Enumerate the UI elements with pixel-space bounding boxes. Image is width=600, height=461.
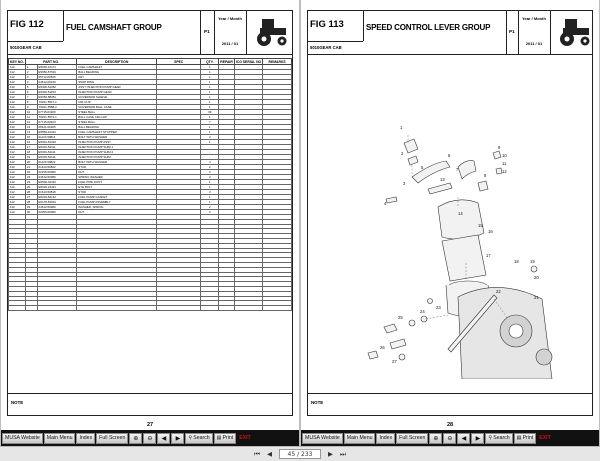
cell-description: FUEL PUMP ASSEMBLY [77, 200, 157, 205]
cell-description: STUD [77, 165, 157, 170]
col-spec: SPEC [157, 59, 201, 65]
col-part-no: PART NO. [25, 59, 76, 65]
cell-part-no: E5301-52111 [37, 150, 77, 155]
print-button[interactable] [514, 433, 537, 444]
cell-part-no: E6178-52001 [37, 200, 77, 205]
cell-part-no: 01123-50814 [37, 135, 77, 140]
cell-qty: 1 [201, 65, 219, 70]
cell-description: BALL CASE CIR-CLIP [77, 115, 157, 120]
cell-index: 21 [25, 165, 37, 170]
cell-description: GOVERNOR BALL CASE [77, 105, 157, 110]
cell-qty: 1 [201, 140, 219, 145]
cell-key: 112 [9, 125, 26, 130]
col-repair: REPAIR [220, 59, 233, 64]
callout-number: 21 [534, 295, 539, 300]
print-label: Print [522, 435, 534, 441]
callout-number: 12 [502, 169, 507, 174]
cell-key: 112 [9, 105, 26, 110]
cell-description: FUEL CAMSHAFT STOPPER [77, 130, 157, 135]
cell-part-no: 04512-50080 [37, 205, 77, 210]
cell-key: 112 [9, 80, 26, 85]
cell-key: 112 [9, 205, 26, 210]
cell-qty: 1 [201, 200, 219, 205]
cell-qty: 1 [201, 70, 219, 75]
callout-number: 19 [530, 259, 535, 264]
main-menu-button[interactable]: Main Menu [344, 433, 376, 444]
search-label: Search [193, 435, 210, 441]
col-key-no: KEY NO. [10, 59, 24, 64]
callout-number: 26 [380, 345, 385, 350]
cell-qty: 1 [201, 90, 219, 95]
cell-part-no: T6221-5547-1 [37, 100, 77, 105]
cell-part-no: E5850-16321 [37, 130, 77, 135]
cell-description: CIR-CLIP [77, 100, 157, 105]
callout-number: 24 [420, 309, 425, 314]
cell-key: 112 [9, 135, 26, 140]
cell-key: 112 [9, 120, 26, 125]
callout-number: 17 [486, 253, 491, 258]
cell-qty: 1 [201, 125, 219, 130]
cell-qty [201, 306, 219, 311]
search-button[interactable] [485, 433, 512, 444]
callout-number: 5 [421, 165, 424, 170]
cell-index: 13 [25, 125, 37, 130]
search-button[interactable] [185, 433, 212, 444]
zoom-out-icon[interactable]: ⊖ [443, 433, 456, 444]
cell-qty: 1 [201, 95, 219, 100]
cell-description: INJECTION PUMP ASSY [77, 140, 157, 145]
cell-index: 5 [25, 85, 37, 90]
cell-part-no: T6221-5588-2 [37, 105, 77, 110]
callout-number: 18 [514, 259, 519, 264]
cell-key: 112 [9, 85, 26, 90]
cell-index: 24 [25, 180, 37, 185]
cell-part-no: 01613-50818 [37, 190, 77, 195]
callout-number: 14 [458, 211, 463, 216]
cell-part-no: E6050-88451 [37, 95, 77, 100]
callout-number: 25 [398, 315, 403, 320]
last-page-icon[interactable]: ⏭ [340, 449, 346, 458]
print-label: Print [222, 435, 234, 441]
cell-description: INJECTION PUMP GEAR [77, 90, 157, 95]
left-page [1, 0, 299, 430]
cell-qty: 2 [201, 165, 219, 170]
cell-description: NUT [77, 210, 157, 215]
page-number: 28 [446, 422, 454, 428]
cell-qty: - [201, 145, 219, 150]
cell-index: 25 [25, 185, 37, 190]
cell-description: BALL BEARING [77, 70, 157, 75]
cell-key: 112 [9, 90, 26, 95]
cell-index: 2 [25, 70, 37, 75]
cell-index [25, 306, 37, 311]
cell-index: 22 [25, 170, 37, 175]
cell-key: 112 [9, 160, 26, 165]
cell-description: FUEL PUMP GASKET [77, 195, 157, 200]
cell-part-no: E6500-42412 [37, 180, 77, 185]
cell-description: STEEL BALL [77, 110, 157, 115]
callout-number: 13 [440, 177, 445, 182]
cell-repair [219, 306, 235, 311]
callout-number: 7 [456, 167, 459, 172]
cell-key: 112 [9, 180, 26, 185]
main-menu-button[interactable]: Main Menu [44, 433, 76, 444]
cell-description: INJECTION PUMP SHIM 2 [77, 150, 157, 155]
cell-index: 23 [25, 175, 37, 180]
zoom-in-icon[interactable]: ⊕ [129, 433, 142, 444]
cell-part-no: 02156-50080 [37, 170, 77, 175]
col-description: DESCRIPTION [77, 59, 157, 65]
cell-qty: 4 [201, 160, 219, 165]
printer-icon: ▤ [516, 435, 522, 441]
cell-index: 1 [25, 65, 37, 70]
cell-index: 3 [25, 75, 37, 80]
page-header [8, 11, 292, 55]
cell-key: 112 [9, 150, 26, 155]
cell-description: STEEL BALL [77, 120, 157, 125]
prev-icon[interactable]: ◀ [457, 433, 470, 444]
cell-qty: 1 [201, 85, 219, 90]
cell-qty: 1 [201, 180, 219, 185]
cell-qty: 39 [201, 110, 219, 115]
cell-description: EYE BOLT [77, 185, 157, 190]
cell-part-no: 05712-00525 [37, 75, 77, 80]
callout-number: 8 [484, 173, 487, 178]
zoom-in-icon[interactable]: ⊕ [429, 433, 442, 444]
callout-number: 2 [401, 151, 404, 156]
page-frame [7, 10, 293, 416]
print-button[interactable] [214, 433, 237, 444]
cell-key: 112 [9, 165, 26, 170]
page-number-field[interactable]: 45 / 233 [279, 449, 321, 459]
cell-key: 112 [9, 145, 26, 150]
callout-number: 4 [384, 201, 387, 206]
printer-icon: ▤ [216, 435, 222, 441]
cell-key: 112 [9, 115, 26, 120]
callout-number: 1 [400, 125, 403, 130]
col-qty: QTY. [201, 59, 219, 65]
navigation-toolbar-left [1, 430, 299, 446]
cell-description: BOLT WITH WASHER [77, 160, 157, 165]
cell-part-no: E5303-52111 [37, 155, 77, 160]
cell-index: 17 [25, 145, 37, 150]
p1-label: P1 [509, 29, 515, 34]
navigation-toolbar-right [301, 430, 599, 446]
callout-number: 27 [392, 359, 397, 364]
cell-qty: 2 [201, 170, 219, 175]
cell-description: FUEL CAMSHAFT [77, 65, 157, 70]
musa-website-button[interactable]: MUSA Website [2, 433, 43, 444]
cell-key: 112 [9, 95, 26, 100]
cell-key: 112 [9, 75, 26, 80]
cell-qty: 2 [201, 210, 219, 215]
callout-number: 6 [448, 153, 451, 158]
full-screen-button[interactable]: Full Screen [96, 433, 128, 444]
exit-button[interactable]: EXIT [539, 435, 551, 441]
cell-part-no: E5301-52111 [37, 145, 77, 150]
index-button[interactable]: Index [376, 433, 395, 444]
cell-index: 8 [25, 100, 37, 105]
right-page [301, 0, 599, 430]
next-page-icon[interactable]: ▶ [328, 450, 333, 458]
cell-description: INJECTION PUMP SHIM [77, 155, 157, 160]
col-remarks: REMARKS [263, 59, 292, 65]
cell-description: FUEL PIPE JOINT [77, 180, 157, 185]
zoom-out-icon[interactable]: ⊖ [143, 433, 156, 444]
cell-part-no: 04612-00240 [37, 80, 77, 85]
cell-index: 10 [25, 110, 37, 115]
cell-qty: 1 [201, 100, 219, 105]
cell-key: 112 [9, 200, 26, 205]
cell-part-no: E5300-51153 [37, 90, 77, 95]
callout-number: 9 [498, 145, 501, 150]
callout-number: 16 [488, 229, 493, 234]
col-serial: ICG SERIAL NO [235, 59, 262, 64]
callout-number: 23 [436, 305, 441, 310]
cell-key: 112 [9, 190, 26, 195]
cell-part-no: 04612-50080 [37, 175, 77, 180]
cell-index: 12 [25, 120, 37, 125]
cell-index: 9 [25, 105, 37, 110]
callout-number: 10 [502, 153, 507, 158]
exploded-parts-diagram [308, 57, 594, 379]
cell-part-no [37, 306, 77, 311]
cell-index: 18 [25, 150, 37, 155]
p1-label: P1 [204, 29, 210, 34]
page-title: FUEL CAMSHAFT GROUP [66, 23, 162, 32]
cell-part-no: E6626-24421 [37, 185, 77, 190]
cell-qty: 1 [201, 185, 219, 190]
next-icon[interactable]: ▶ [471, 433, 484, 444]
cell-index: 14 [25, 130, 37, 135]
fig-number: FIG 113 [310, 19, 344, 30]
cell-part-no: E6203-52142 [37, 195, 77, 200]
page-frame [307, 10, 593, 416]
cell-key: 112 [9, 210, 26, 215]
cell-index: 15 [25, 135, 37, 140]
cell-part-no: E5650-57531 [37, 70, 77, 75]
cell-qty: 2 [201, 175, 219, 180]
year-month-label: Year / Month [522, 16, 546, 21]
cell-qty: 1 [201, 75, 219, 80]
cell-description: BALL BEARING [77, 125, 157, 130]
cell-description: GOVERNOR SLEEVE [77, 95, 157, 100]
cell-qty: 1 [201, 130, 219, 135]
prev-icon[interactable]: ◀ [157, 433, 170, 444]
cell-part-no: 01123-50822 [37, 160, 77, 165]
tractor-icon [555, 17, 591, 47]
cell-part-no: T6221-5574-1 [37, 115, 77, 120]
cell-index: 4 [25, 80, 37, 85]
index-button[interactable]: Index [76, 433, 95, 444]
cell-part-no: 02056-50080 [37, 210, 77, 215]
cell-qty: - [201, 155, 219, 160]
cell-remarks [263, 306, 292, 311]
callout-number: 3 [403, 181, 406, 186]
note-box [308, 393, 592, 415]
cell-key: 112 [9, 155, 26, 160]
cell-index: 30 [25, 210, 37, 215]
cell-qty: 3 [201, 190, 219, 195]
cell-key: 112 [9, 130, 26, 135]
date-value: 2011 / 01 [525, 41, 543, 46]
cell-description: NUT [77, 170, 157, 175]
tractor-icon [252, 17, 288, 47]
cell-description: KEY [77, 75, 157, 80]
callout-number: 20 [534, 275, 539, 280]
previous-page-icon[interactable]: ◀ [267, 450, 272, 458]
cell-key: 112 [9, 110, 26, 115]
page-header [308, 11, 592, 55]
cell-serial [234, 306, 262, 311]
cell-key [9, 306, 26, 311]
cell-description [77, 306, 157, 311]
cell-key: 112 [9, 70, 26, 75]
cell-description: SPRING WASHER [77, 175, 157, 180]
cell-index: 20 [25, 160, 37, 165]
fig-number: FIG 112 [10, 19, 44, 30]
search-label: Search [493, 435, 510, 441]
cell-qty: 1 [201, 115, 219, 120]
note-label: NOTE [311, 400, 324, 405]
cell-key: 112 [9, 65, 26, 70]
cell-description: WASHER, SPRING [77, 205, 157, 210]
cell-key: 112 [9, 195, 26, 200]
page-title: SPEED CONTROL LEVER GROUP [366, 23, 491, 32]
exit-button[interactable]: EXIT [239, 435, 251, 441]
musa-website-button[interactable]: MUSA Website [302, 433, 343, 444]
cell-description: INJECTION PUMP SHIM 1 [77, 145, 157, 150]
cell-index: 26 [25, 190, 37, 195]
cell-part-no: 07715-00403 [37, 120, 77, 125]
speed-control-assembly-drawing [368, 139, 552, 379]
cell-qty: - [201, 150, 219, 155]
cell-part-no: E5600-16171 [37, 65, 77, 70]
cell-key: 112 [9, 175, 26, 180]
callout-number: 22 [496, 289, 501, 294]
cell-key: 112 [9, 170, 26, 175]
cell-part-no: E5300-51052 [37, 85, 77, 90]
cell-description: ASS'Y INJECTION PUMP GEAR [77, 85, 157, 90]
cell-part-no: 07715-03200 [37, 110, 77, 115]
note-box [8, 393, 292, 415]
cell-qty: 1 [201, 195, 219, 200]
callout-number: 15 [478, 223, 483, 228]
cell-part-no: 01613-50822 [37, 165, 77, 170]
cell-index: 28 [25, 200, 37, 205]
cell-description: STUD [77, 190, 157, 195]
date-value: 2011 / 01 [221, 41, 239, 46]
cell-spec [157, 306, 201, 311]
cell-index: 16 [25, 140, 37, 145]
cell-description: BOLT WITH WASHER [77, 135, 157, 140]
full-screen-button[interactable]: Full Screen [396, 433, 428, 444]
cell-index: 29 [25, 205, 37, 210]
cell-qty: 2 [201, 135, 219, 140]
binoculars-icon: ⚲ [188, 435, 193, 441]
first-page-icon[interactable]: ⏮ [254, 449, 260, 458]
model-label: 5010GEAR CAB [10, 45, 42, 50]
parts-table-body [9, 65, 292, 311]
cell-part-no: E5301-51010 [37, 140, 77, 145]
cell-description: SNAP RING [77, 80, 157, 85]
cell-qty: 2 [201, 205, 219, 210]
pdf-status-bar [0, 446, 600, 461]
note-label: NOTE [11, 400, 24, 405]
parts-table [8, 58, 292, 311]
next-icon[interactable]: ▶ [171, 433, 184, 444]
model-label: 5010GEAR CAB [310, 45, 342, 50]
cell-key: 112 [9, 185, 26, 190]
callout-number: 11 [502, 161, 507, 166]
cell-index: 19 [25, 155, 37, 160]
cell-index: 6 [25, 90, 37, 95]
year-month-label: Year / Month [218, 16, 242, 21]
cell-key: 112 [9, 140, 26, 145]
table-row [9, 306, 292, 311]
cell-qty: 7 [201, 120, 219, 125]
cell-index: 7 [25, 95, 37, 100]
binoculars-icon: ⚲ [488, 435, 493, 441]
cell-key: 112 [9, 100, 26, 105]
cell-part-no: 08121-06305 [37, 125, 77, 130]
cell-qty: 1 [201, 105, 219, 110]
page-number: 27 [146, 422, 154, 428]
cell-index: 27 [25, 195, 37, 200]
cell-index: 11 [25, 115, 37, 120]
cell-qty: 1 [201, 80, 219, 85]
